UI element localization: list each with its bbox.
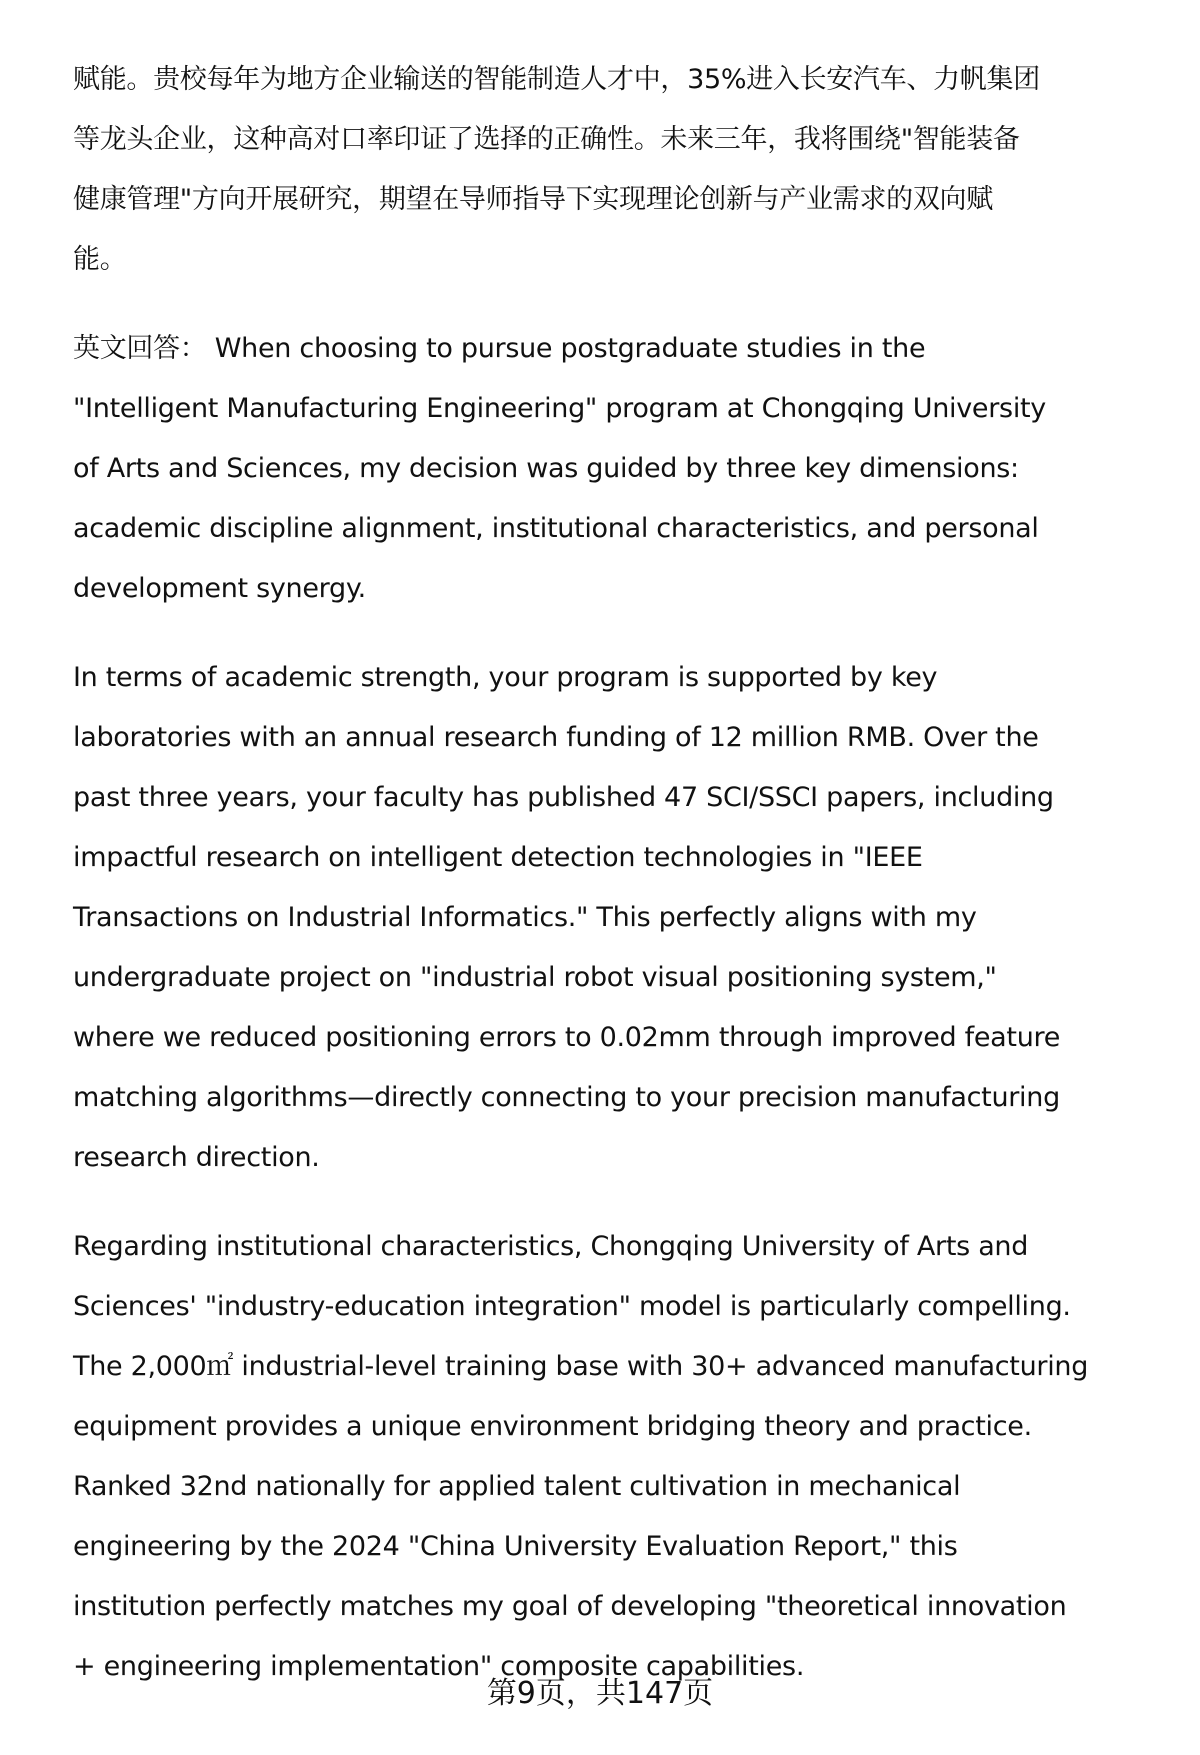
text-line: equipment provides a unique environment bridging theory and practice. [73,1411,1032,1442]
paragraph [73,50,1163,290]
text-line: 赋能。贵校每年为地方企业输送的智能制造人才中，35%进入长安汽车、力帆集团 [73,64,1040,95]
text-line: Regarding institutional characteristics, Chongqing University of Arts and [73,1231,1029,1262]
text-line: The 2,000㎡ industrial-level training base with 30+ advanced manufacturing [73,1351,1089,1382]
text-line: 英文回答： When choosing to pursue postgraduate studies in the [73,333,926,364]
text-line: Transactions on Industrial Informatics." This perfectly aligns with my [73,902,977,933]
text-line: engineering by the 2024 "China University Evaluation Report," this [73,1531,958,1562]
text-line: 等龙头企业，这种高对口率印证了选择的正确性。未来三年，我将围绕"智能装备 [73,124,1020,155]
text-line: laboratories with an annual research funding of 12 million RMB. Over the [73,722,1039,753]
text-line: Ranked 32nd nationally for applied talent cultivation in mechanical [73,1471,961,1502]
text-line: 能。 [73,244,127,275]
text-line: 健康管理"方向开展研究，期望在导师指导下实现理论创新与产业需求的双向赋 [73,184,993,215]
text-line: In terms of academic strength, your program is supported by key [73,662,938,693]
text-line: impactful research on intelligent detection technologies in "IEEE [73,842,923,873]
text-line: research direction. [73,1142,320,1173]
text-line: undergraduate project on "industrial robot visual positioning system," [73,962,997,993]
paragraph [73,1217,1163,1697]
text-line: academic discipline alignment, institutional characteristics, and personal [73,513,1039,544]
page-number: 第9页，共147页 [486,1676,714,1711]
text-line: + engineering implementation" composite capabilities. [73,1651,805,1682]
text-line: development synergy. [73,573,366,604]
text-line: of Arts and Sciences, my decision was guided by three key dimensions: [73,453,1019,484]
text-line: where we reduced positioning errors to 0.02mm through improved feature [73,1022,1061,1053]
text-line: institution perfectly matches my goal of developing "theoretical innovation [73,1591,1067,1622]
text-line: Sciences' "industry-education integration" model is particularly compelling. [73,1291,1071,1322]
text-line: past three years, your faculty has published 47 SCI/SSCI papers, including [73,782,1054,813]
text-line: "Intelligent Manufacturing Engineering" program at Chongqing University [73,393,1046,424]
paragraph [73,648,1163,1188]
text-line: matching algorithms—directly connecting to your precision manufacturing [73,1082,1060,1113]
paragraph [73,319,1163,619]
document-body [73,50,1163,1726]
